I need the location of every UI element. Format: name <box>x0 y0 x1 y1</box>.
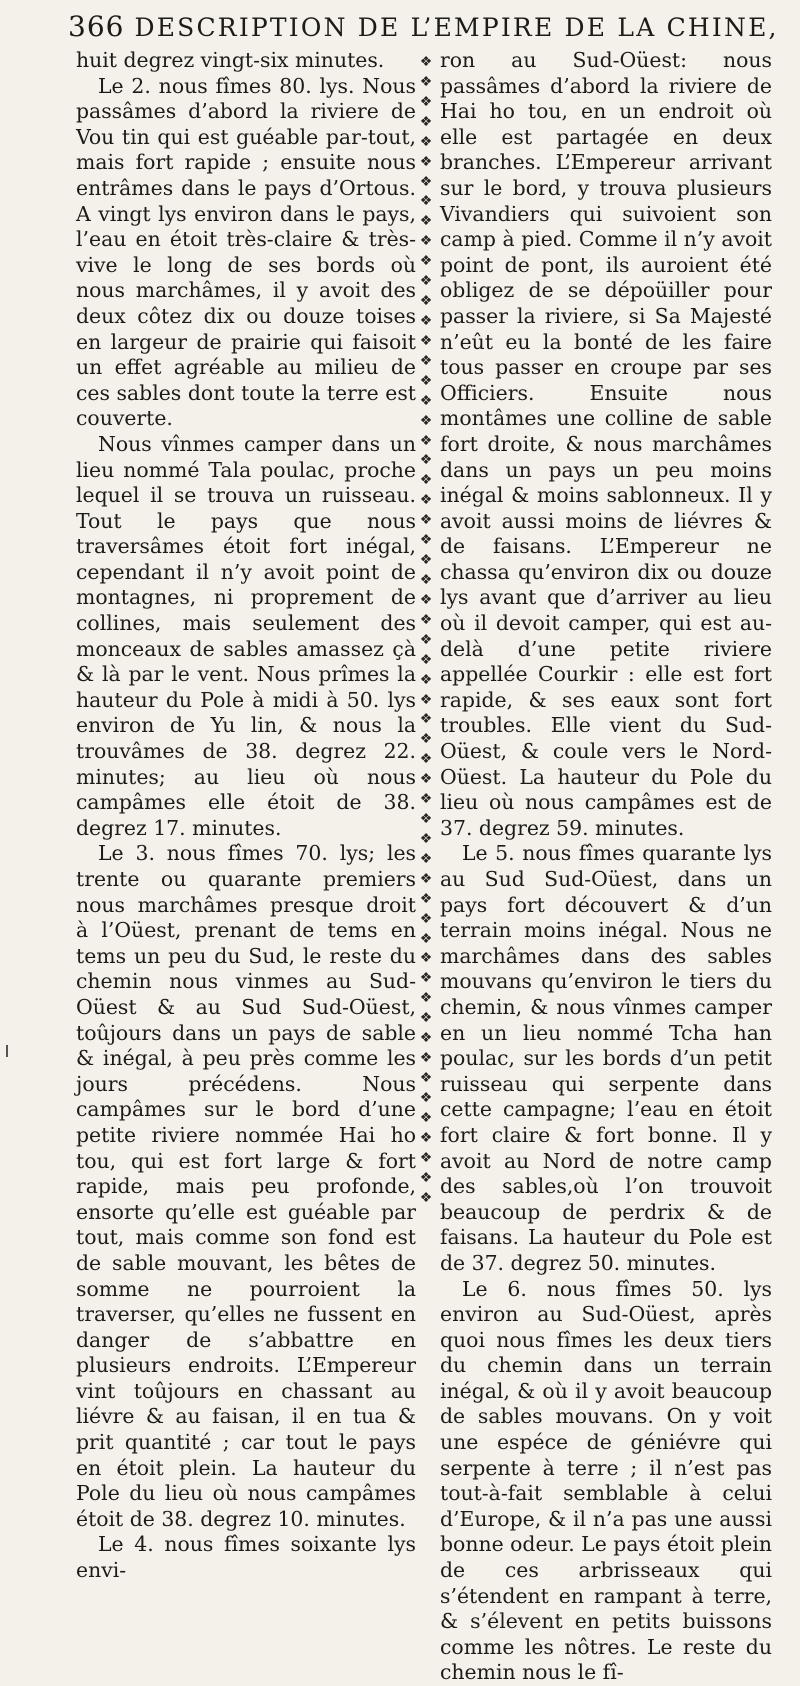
ornament-icon: ❖ <box>420 772 433 786</box>
ornament-icon: ❖ <box>420 732 433 746</box>
ornament-icon: ❖ <box>420 1031 433 1045</box>
ornament-icon: ❖ <box>420 194 433 208</box>
ornament-icon: ❖ <box>420 832 433 846</box>
paragraph: Nous vînmes camper dans un lieu nommé Tala poulac, proche lequel il se trouva un ruisseau. Tout le pays que nous traversâmes étoit fort inégal, cependant il n’y avoit point de montagnes, ni proprement de collines, mais seulement des monceaux de sables amassez çà & là par le vent. Nous prîmes la hauteur du Pole à midi à 50. lys environ de Yu lin, & nous la trouvâmes de 38. degrez 22. minutes; au lieu où nous campâmes elle étoit de 38. degrez 17. minutes. <box>76 432 416 842</box>
ornament-icon: ❖ <box>420 354 433 368</box>
ornament-icon: ❖ <box>420 812 433 826</box>
ornament-icon: ❖ <box>420 633 433 647</box>
paragraph: Le 2. nous fîmes 80. lys. Nous passâmes d’abord la riviere de Vou tin qui est guéable par-tout, mais fort rapide ; ensuite nous entrâmes dans le pays d’Ortous. A vingt lys environ dans le pays, l’eau en étoit très-claire & très-vive le long de ses bords où nous marchâmes, il y avoit des deux côtez dix ou douze toises en largeur de prairie qui faisoit un effet agréable au milieu de ces sables dont toute la terre est couverte. <box>76 74 416 432</box>
ornament-icon: ❖ <box>420 1051 433 1065</box>
paragraph: Le 4. nous fîmes soixante lys envi- <box>76 1532 416 1583</box>
ornament-icon: ❖ <box>420 175 433 189</box>
ornament-icon: ❖ <box>420 1011 433 1025</box>
ornament-icon: ❖ <box>420 135 433 149</box>
ornament-icon: ❖ <box>420 752 433 766</box>
paragraph: Le 3. nous fîmes 70. lys; les trente ou quarante premiers nous marchâmes presque droit à l’Oüest, prenant de tems en tems un peu du Sud, le reste du chemin nous vinmes au Sud-Oüest & au Sud Sud-Oüest, toûjours dans un pays de sable & inégal, à peu près comme les jours précédens. Nous campâmes sur le bord d’une petite riviere nommée Hai ho tou, qui est fort large & fort rapide, mais peu profonde, ensorte qu’elle est guéable par tout, mais comme son fond est de sable mouvant, les bêtes de somme ne pourroient la traverser, qu’elles ne fussent en danger de s’abbattre en plusieurs endroits. L’Empereur vint toûjours en chassant au liévre & au faisan, il en tua & prit quantité ; car tout le pays en étoit plein. La hauteur du Pole du lieu où nous campâmes étoit de 38. degrez 10. minutes. <box>76 841 416 1532</box>
paragraph: huit degrez vingt-six minutes. <box>76 48 416 74</box>
ornament-icon: ❖ <box>420 473 433 487</box>
paragraph: Le 5. nous fîmes quarante lys au Sud Sud-Oüest, dans un pays fort découvert & d’un terrain moins inégal. Nous ne marchâmes dans des sables mouvans qu’environ le tiers du chemin, & nous vînmes camper en un lieu nommé Tcha han poulac, sur les bords d’un petit ruisseau qui serpente dans cette campagne; l’eau en étoit fort claire & fort bonne. Il y avoit au Nord de notre camp des sables,où l’on trouvoit beaucoup de perdrix & de faisans. La hauteur du Pole est de 37. degrez 50. minutes. <box>440 841 772 1276</box>
ornament-icon: ❖ <box>420 234 433 248</box>
ornament-icon: ❖ <box>420 254 433 268</box>
ornament-icon: ❖ <box>420 214 433 228</box>
ornament-icon: ❖ <box>420 1131 433 1145</box>
ornament-icon: ❖ <box>420 573 433 587</box>
ornament-icon: ❖ <box>420 852 433 866</box>
ornament-icon: ❖ <box>420 553 433 567</box>
ornament-icon: ❖ <box>420 1171 433 1185</box>
paragraph: Le 6. nous fîmes 50. lys environ au Sud-Oüest, après quoi nous fîmes les deux tiers du chemin dans un terrain inégal, & où il y avoit beaucoup de sables mouvans. On y voit une espéce de géniévre qui serpente à terre ; il n’est pas tout-à-fait semblable à celui d’Europe, & il n’a pas une aussi bonne odeur. Le pays étoit plein de ces arbrisseaux qui s’étendent en rampant à terre, & s’élevent en petits buissons comme les nôtres. Le reste du chemin nous le fî- <box>440 1277 772 1686</box>
ornament-icon: ❖ <box>420 394 433 408</box>
ornament-icon: ❖ <box>420 434 433 448</box>
ornament-icon: ❖ <box>420 75 433 89</box>
ornament-icon: ❖ <box>420 513 433 527</box>
ornament-icon: ❖ <box>420 673 433 687</box>
ornament-icon: ❖ <box>420 334 433 348</box>
ornament-icon: ❖ <box>420 593 433 607</box>
ornament-icon: ❖ <box>420 414 433 428</box>
ornament-icon: ❖ <box>420 115 433 129</box>
ornament-icon: ❖ <box>420 533 433 547</box>
ornament-icon: ❖ <box>420 314 433 328</box>
page-header <box>68 10 790 50</box>
ornament-icon: ❖ <box>420 932 433 946</box>
ornament-icon: ❖ <box>420 1091 433 1105</box>
margin-mark <box>6 1045 8 1057</box>
ornament-icon: ❖ <box>420 971 433 985</box>
ornament-icon: ❖ <box>420 453 433 467</box>
ornament-icon: ❖ <box>420 693 433 707</box>
ornament-icon: ❖ <box>420 912 433 926</box>
ornament-icon: ❖ <box>420 613 433 627</box>
ornament-icon: ❖ <box>420 1071 433 1085</box>
ornament-icon: ❖ <box>420 951 433 965</box>
ornament-icon: ❖ <box>420 712 433 726</box>
ornament-icon: ❖ <box>420 55 433 69</box>
ornament-icon: ❖ <box>420 155 433 169</box>
ornament-icon: ❖ <box>420 493 433 507</box>
column-divider-ornament <box>416 55 436 1205</box>
paragraph: ron au Sud-Oüest: nous passâmes d’abord la riviere de Hai ho tou, en un endroit où elle est partagée en deux branches. L’Empereur arrivant sur le bord, y trouva plusieurs Vivandiers qui suivoient son camp à pied. Comme il n’y avoit point de pont, ils auroient été obligez de se dépoüiller pour passer la riviere, si Sa Majesté n’eût eu la bonté de les faire tous passer en croupe par ses Officiers. Ensuite nous montâmes une colline de sable fort droite, & nous marchâmes dans un pays un peu moins inégal & moins sablonneux. Il y avoit aussi moins de liévres & de faisans. L’Empereur ne chassa qu’environ dix ou douze lys avant que d’arriver au lieu où il devoit camper, qui est au-delà d’une petite riviere appellée Courkir : elle est fort rapide, & ses eaux sont fort troubles. Elle vient du Sud-Oüest, & coule vers le Nord-Oüest. La hauteur du Pole du lieu où nous campâmes est de 37. degrez 59. minutes. <box>440 48 772 841</box>
ornament-icon: ❖ <box>420 653 433 667</box>
right-column <box>440 48 772 1686</box>
page-number: 366 <box>68 10 124 43</box>
ornament-icon: ❖ <box>420 892 433 906</box>
ornament-icon: ❖ <box>420 792 433 806</box>
ornament-icon: ❖ <box>420 374 433 388</box>
ornament-icon: ❖ <box>420 274 433 288</box>
ornament-icon: ❖ <box>420 1111 433 1125</box>
ornament-icon: ❖ <box>420 1191 433 1205</box>
left-column <box>76 48 416 1584</box>
ornament-icon: ❖ <box>420 872 433 886</box>
ornament-icon: ❖ <box>420 991 433 1005</box>
ornament-icon: ❖ <box>420 95 433 109</box>
ornament-icon: ❖ <box>420 294 433 308</box>
ornament-icon: ❖ <box>420 1151 433 1165</box>
running-title: DESCRIPTION DE L’EMPIRE DE LA CHINE, <box>134 13 778 42</box>
